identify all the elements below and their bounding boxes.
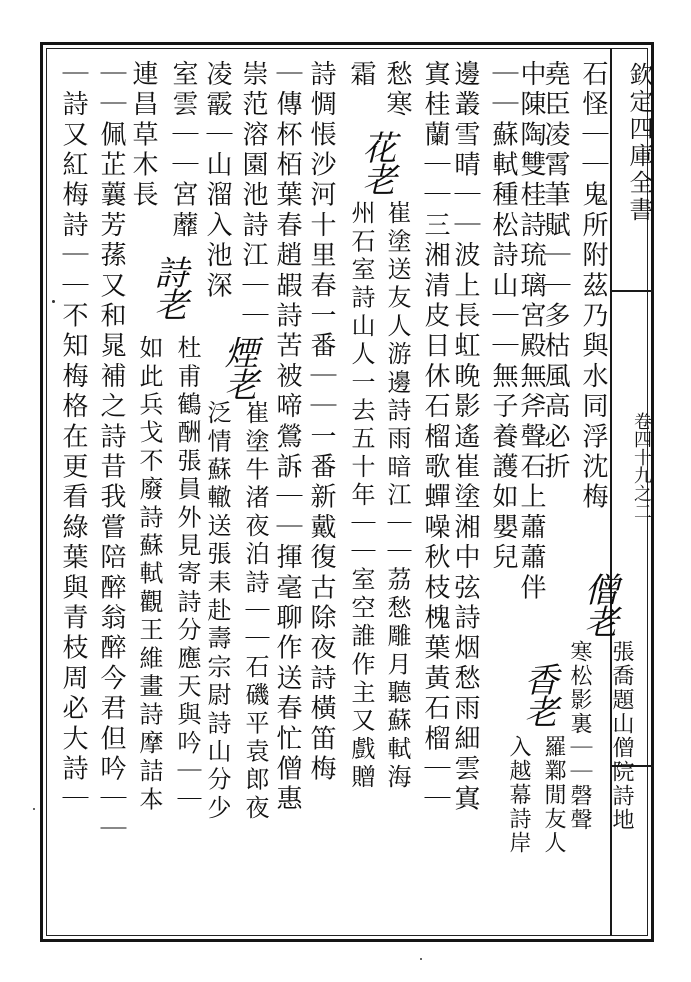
ink-speck: [33, 808, 35, 810]
text-column-15: ｜｜佩芷蘘芳蓀又和晁補之詩昔我嘗陪醉翁醉今君但吟｜｜: [96, 60, 126, 846]
text-column-10: ｜傳杯栢葉春趙嘏詩苦被啼鶯訴｜｜揮毫聊作送春忙僧惠: [272, 60, 302, 815]
volume-label: 卷四十九之二: [631, 412, 652, 520]
text-column-12b: 泛情蘇轍送張耒赴壽宗尉詩山分少: [203, 400, 231, 823]
text-column-11: 崇范溶園池詩江｜｜: [238, 60, 268, 332]
headword-shi-lao: 詩老: [148, 255, 188, 319]
text-column-1b: 張喬題山僧院詩地: [609, 640, 634, 832]
text-column-13: 室雲｜｜宮蘼: [168, 60, 198, 242]
text-column-14: 連昌草木長: [128, 60, 158, 211]
text-column-1: 石怪｜｜鬼所附茲乃與水同浮沈梅: [578, 60, 608, 513]
text-column-2b: 寒松影裏｜｜磬聲: [567, 640, 592, 832]
text-column-7b: 崔塗送友人游邊詩雨暗江｜｜茘愁雕月聽蘇軾海: [383, 200, 411, 793]
headword-xiang-lao: 香老: [518, 662, 558, 726]
text-column-12: 凌霰｜山溜入池深: [202, 60, 232, 302]
text-column-6: 寘桂蘭｜｜三湘清皮日休石榴歌蟬噪秋枝槐葉黃石榴｜｜: [420, 60, 450, 815]
text-column-9: 詩惆悵沙河十里春一番｜｜一番新戴復古除夜詩橫笛梅: [306, 60, 336, 785]
text-column-3b: 羅鄴閒友人: [541, 735, 566, 855]
text-column-14b: 如此兵戈不廢詩蘇軾觀王維畫詩摩詰本: [135, 335, 163, 815]
text-column-2: 堯臣凌霄茟賦｜｜多枯風高必折: [540, 60, 570, 483]
text-column-4: ｜｜蘇軾種松詩山｜｜無子養護如嬰兒: [488, 60, 518, 574]
ink-speck: [420, 958, 422, 960]
text-column-3: 中陳陶雙桂詩琉璃宮殿無斧聲石上蕭蕭伴: [516, 60, 546, 604]
text-column-4b: 入越幕詩岸: [506, 735, 531, 855]
text-column-11b: 崔塗牛渚夜泊詩｜｜石磯平袁郎夜: [241, 400, 269, 823]
text-column-7: 愁寒: [382, 60, 412, 121]
headword-hua-lao: 花老: [356, 130, 396, 194]
text-column-8a: 霜: [346, 60, 376, 91]
text-column-5: 邊叢雪晴｜｜波上長虹晚影遙崔塗湘中弦詩烟愁雨細雲寘: [450, 60, 480, 815]
text-column-8: 州石室詩山人一去五十年｜｜室空誰作主又戲贈: [347, 200, 375, 793]
text-column-13b: 杜甫鶴酬張員外見寄詩分應天與吟｜｜: [173, 335, 201, 815]
headword-seng-lao: 僧老: [578, 572, 618, 636]
headword-yan-lao: 煙老: [218, 335, 258, 399]
book-title: 欽定四庫全書: [625, 62, 653, 224]
ink-speck: [52, 300, 55, 303]
fold-mark-top: [610, 290, 654, 292]
text-column-16: ｜詩又紅梅詩｜｜不知梅格在更看綠葉與青枝周必大詩｜: [58, 60, 88, 815]
